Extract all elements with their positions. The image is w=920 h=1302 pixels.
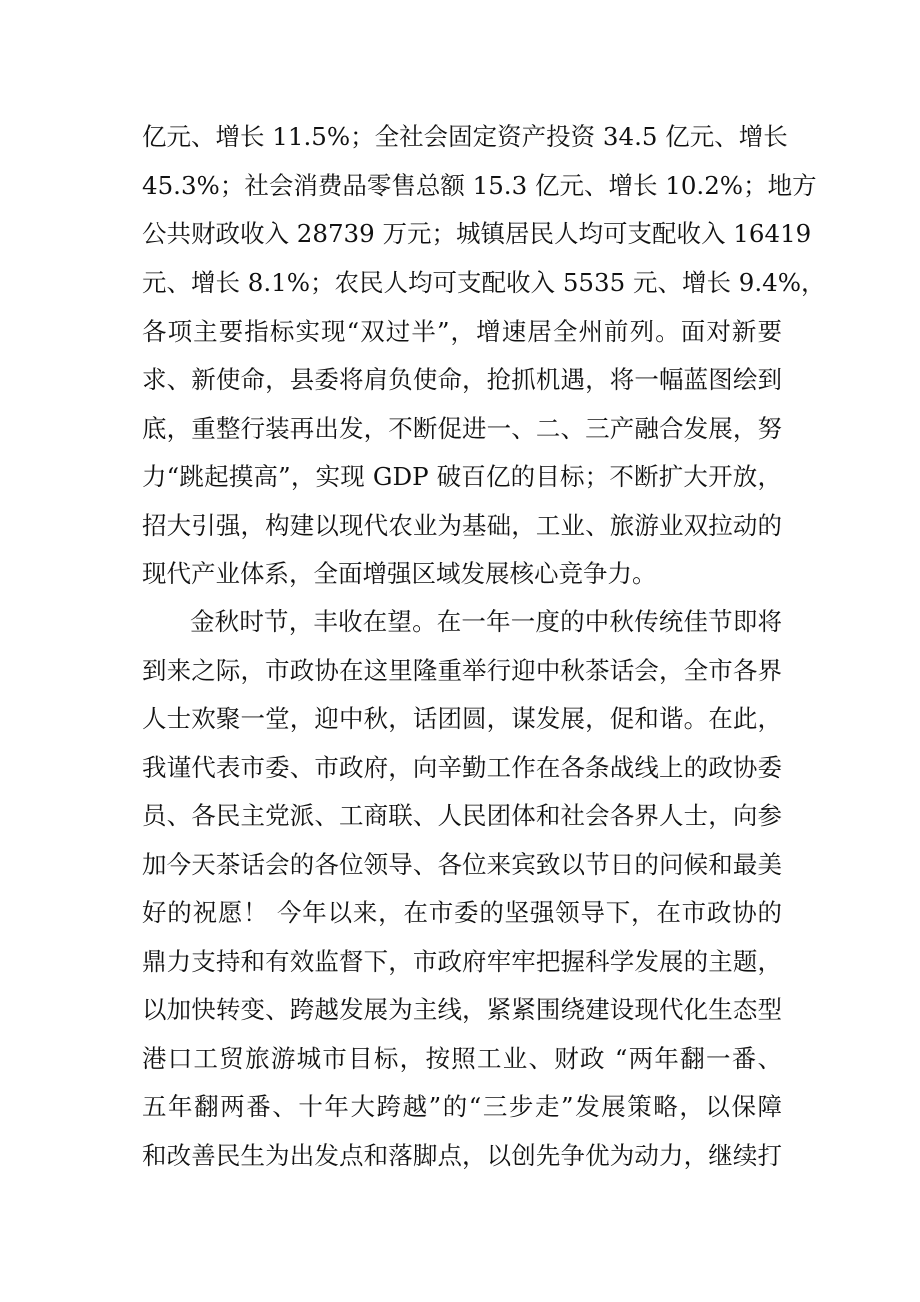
paragraph-2-line-8: 鼎力支持和有效监督下，市政府牢牢把握科学发展的主题， <box>142 947 782 976</box>
paragraph-2-line-4: 我谨代表市委、市政府，向辛勤工作在各条战线上的政协委 <box>142 753 782 782</box>
paragraph-2-line-1: 金秋时节，丰收在望。在一年一度的中秋传统佳节即将 <box>190 607 782 636</box>
paragraph-2-line-7: 好的祝愿！ 今年以来，在市委的坚强领导下，在市政协的 <box>142 898 782 927</box>
paragraph-2-line-12: 和改善民生为出发点和落脚点，以创先争优为动力，继续打 <box>142 1141 782 1170</box>
paragraph-1-line-4: 元、增长 8.1%；农民人均可支配收入 5535 元、增长 9.4%， <box>142 268 826 297</box>
paragraph-1-line-1: 亿元、增长 11.5%；全社会固定资产投资 34.5 亿元、增长 <box>142 122 788 151</box>
paragraph-2-line-5: 员、各民主党派、工商联、人民团体和社会各界人士，向参 <box>142 801 782 830</box>
paragraph-1-line-9: 招大引强，构建以现代农业为基础，工业、旅游业双拉动的 <box>142 511 782 540</box>
paragraph-1-line-7: 底，重整行装再出发，不断促进一、二、三产融合发展，努 <box>142 414 782 443</box>
paragraph-1-line-5: 各项主要指标实现“双过半”，增速居全州前列。面对新要 <box>142 317 782 346</box>
paragraph-2-line-10: 港口工贸旅游城市目标，按照工业、财政 “两年翻一番、 <box>142 1044 782 1073</box>
paragraph-1-line-3: 公共财政收入 28739 万元；城镇居民人均可支配收入 16419 <box>142 219 812 248</box>
paragraph-1-line-10: 现代产业体系，全面增强区域发展核心竞争力。 <box>142 559 657 588</box>
paragraph-1-line-8: 力“跳起摸高”，实现 GDP 破百亿的目标；不断扩大开放， <box>142 462 782 491</box>
paragraph-1-line-6: 求、新使命，县委将肩负使命，抢抓机遇，将一幅蓝图绘到 <box>142 365 782 394</box>
paragraph-1-line-2: 45.3%；社会消费品零售总额 15.3 亿元、增长 10.2%；地方 <box>142 171 817 200</box>
paragraph-2-line-6: 加今天茶话会的各位领导、各位来宾致以节日的问候和最美 <box>142 850 782 879</box>
paragraph-2-line-2: 到来之际，市政协在这里隆重举行迎中秋茶话会，全市各界 <box>142 656 782 685</box>
paragraph-2-line-9: 以加快转变、跨越发展为主线，紧紧围绕建设现代化生态型 <box>142 995 782 1024</box>
paragraph-2-line-11: 五年翻两番、十年大跨越”的“三步走”发展策略，以保障 <box>142 1092 782 1121</box>
paragraph-2-line-3: 人士欢聚一堂，迎中秋，话团圆，谋发展，促和谐。在此， <box>142 704 782 733</box>
